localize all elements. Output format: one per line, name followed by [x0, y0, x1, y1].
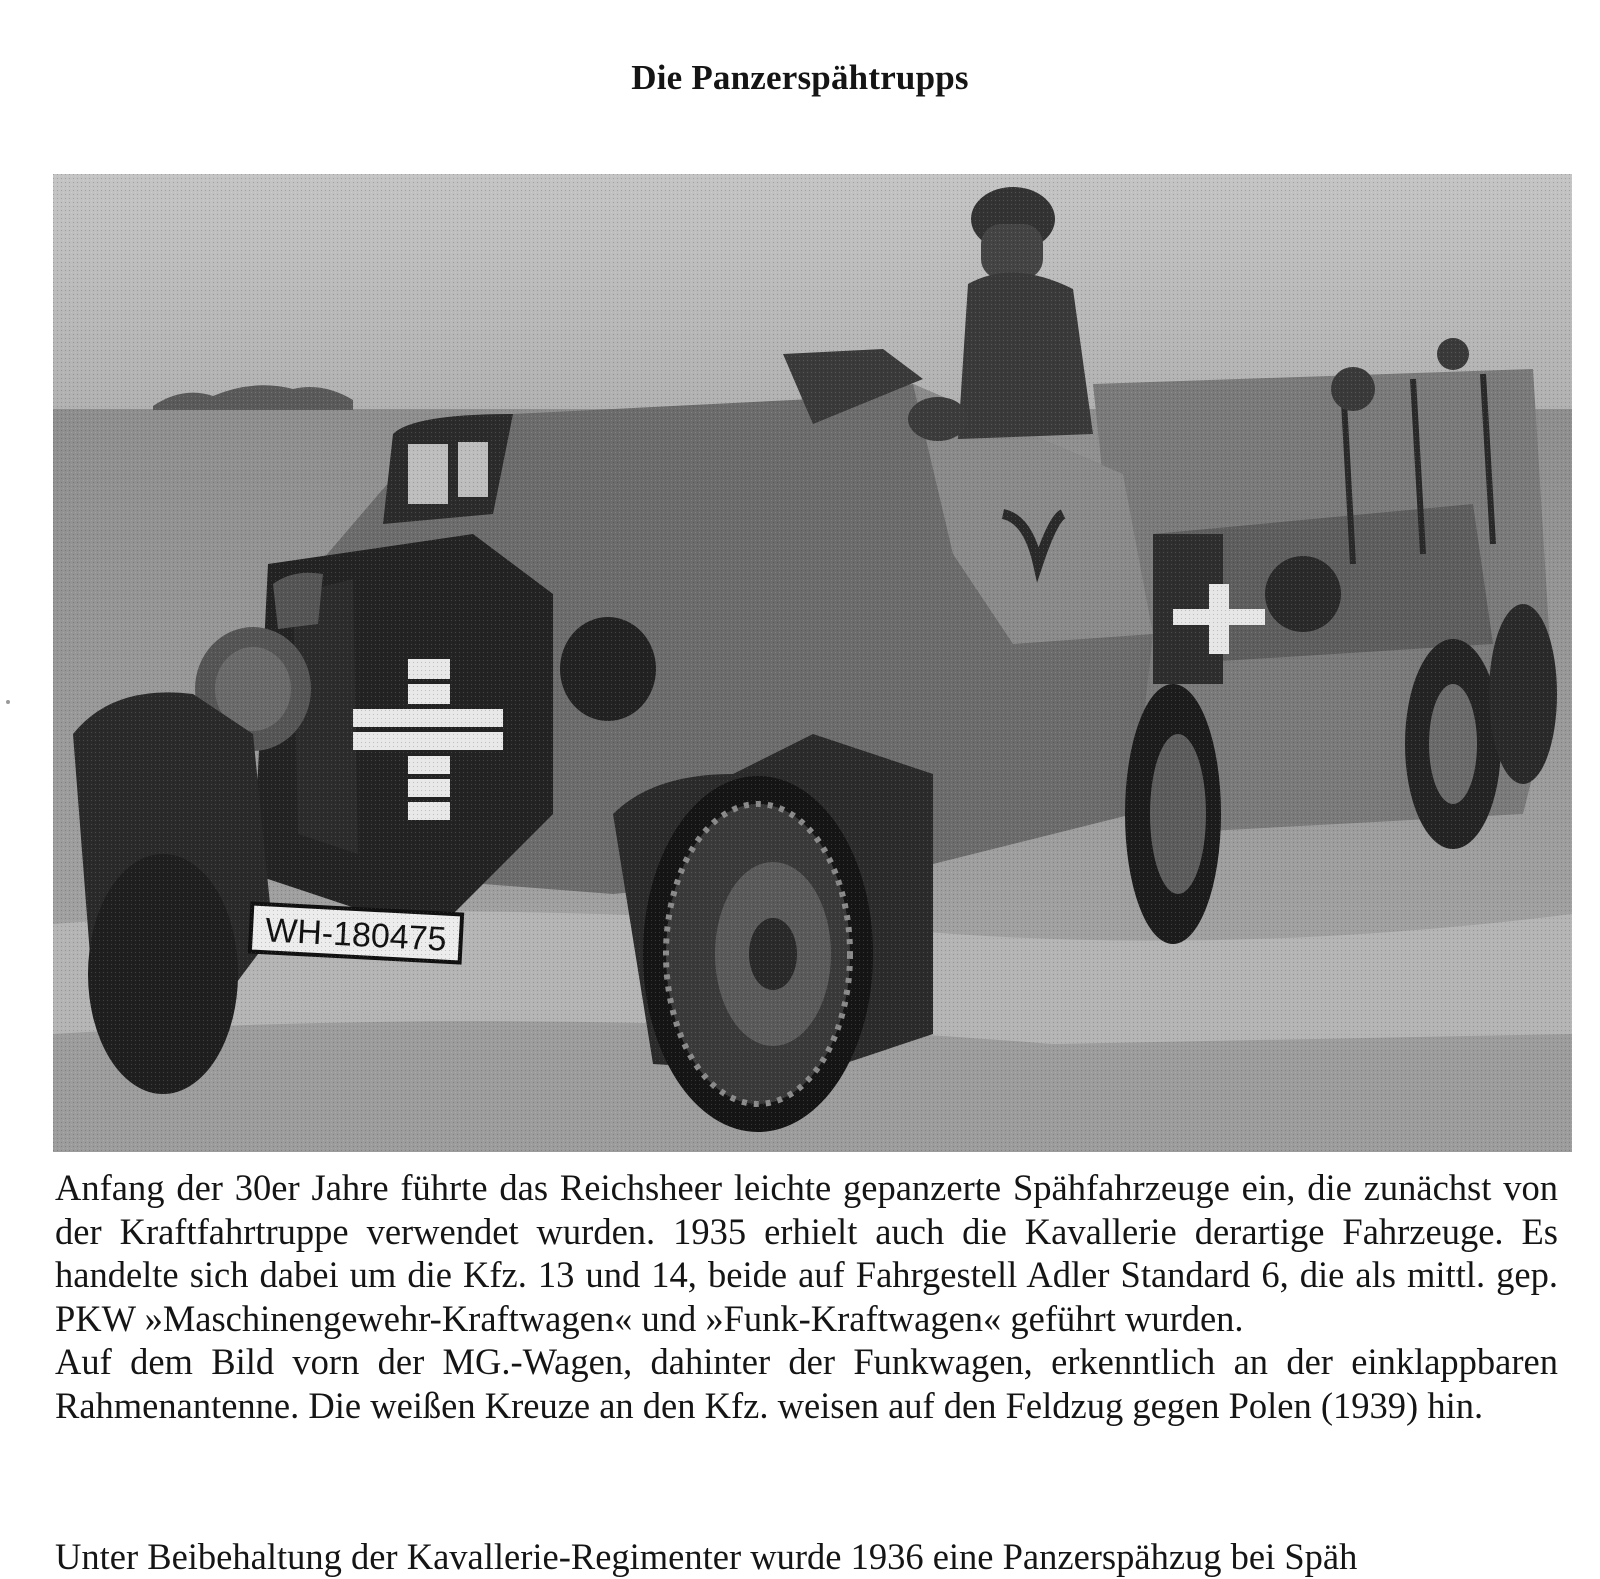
caption-paragraph-1: Anfang der 30er Jahre führte das Reichsheer leichte gepanzerte Spähfahrzeuge ein, die zunächst von der Kraftfahrtruppe verwendet wurden. 1935 erhielt auch die Kavallerie derartige Fahrzeuge. Es handelte sich dabei um die Kfz. 13 und 14, beide auf Fahrgestell Adler Standard 6, die als mittl. gep. PKW »Maschinengewehr-Kraftwagen« und »Funk-Kraftwagen« geführt wurden. [55, 1167, 1558, 1339]
caption-paragraph-2: Auf dem Bild vorn der MG.-Wagen, dahinter der Funkwagen, erkenntlich an der einklappbaren Rahmenantenne. Die weißen Kreuze an den Kfz. weisen auf den Feldzug gegen Polen (1939) hin. [55, 1341, 1558, 1426]
armored-car-photo [53, 174, 1572, 1152]
photo-caption [55, 1166, 1558, 1428]
body-text-continuation: Unter Beibehaltung der Kavallerie-Regimenter wurde 1936 eine Panzerspähzug bei Späh [55, 1536, 1358, 1577]
page-title: Die Panzerspähtrupps [631, 58, 969, 97]
scan-speck [6, 700, 10, 704]
